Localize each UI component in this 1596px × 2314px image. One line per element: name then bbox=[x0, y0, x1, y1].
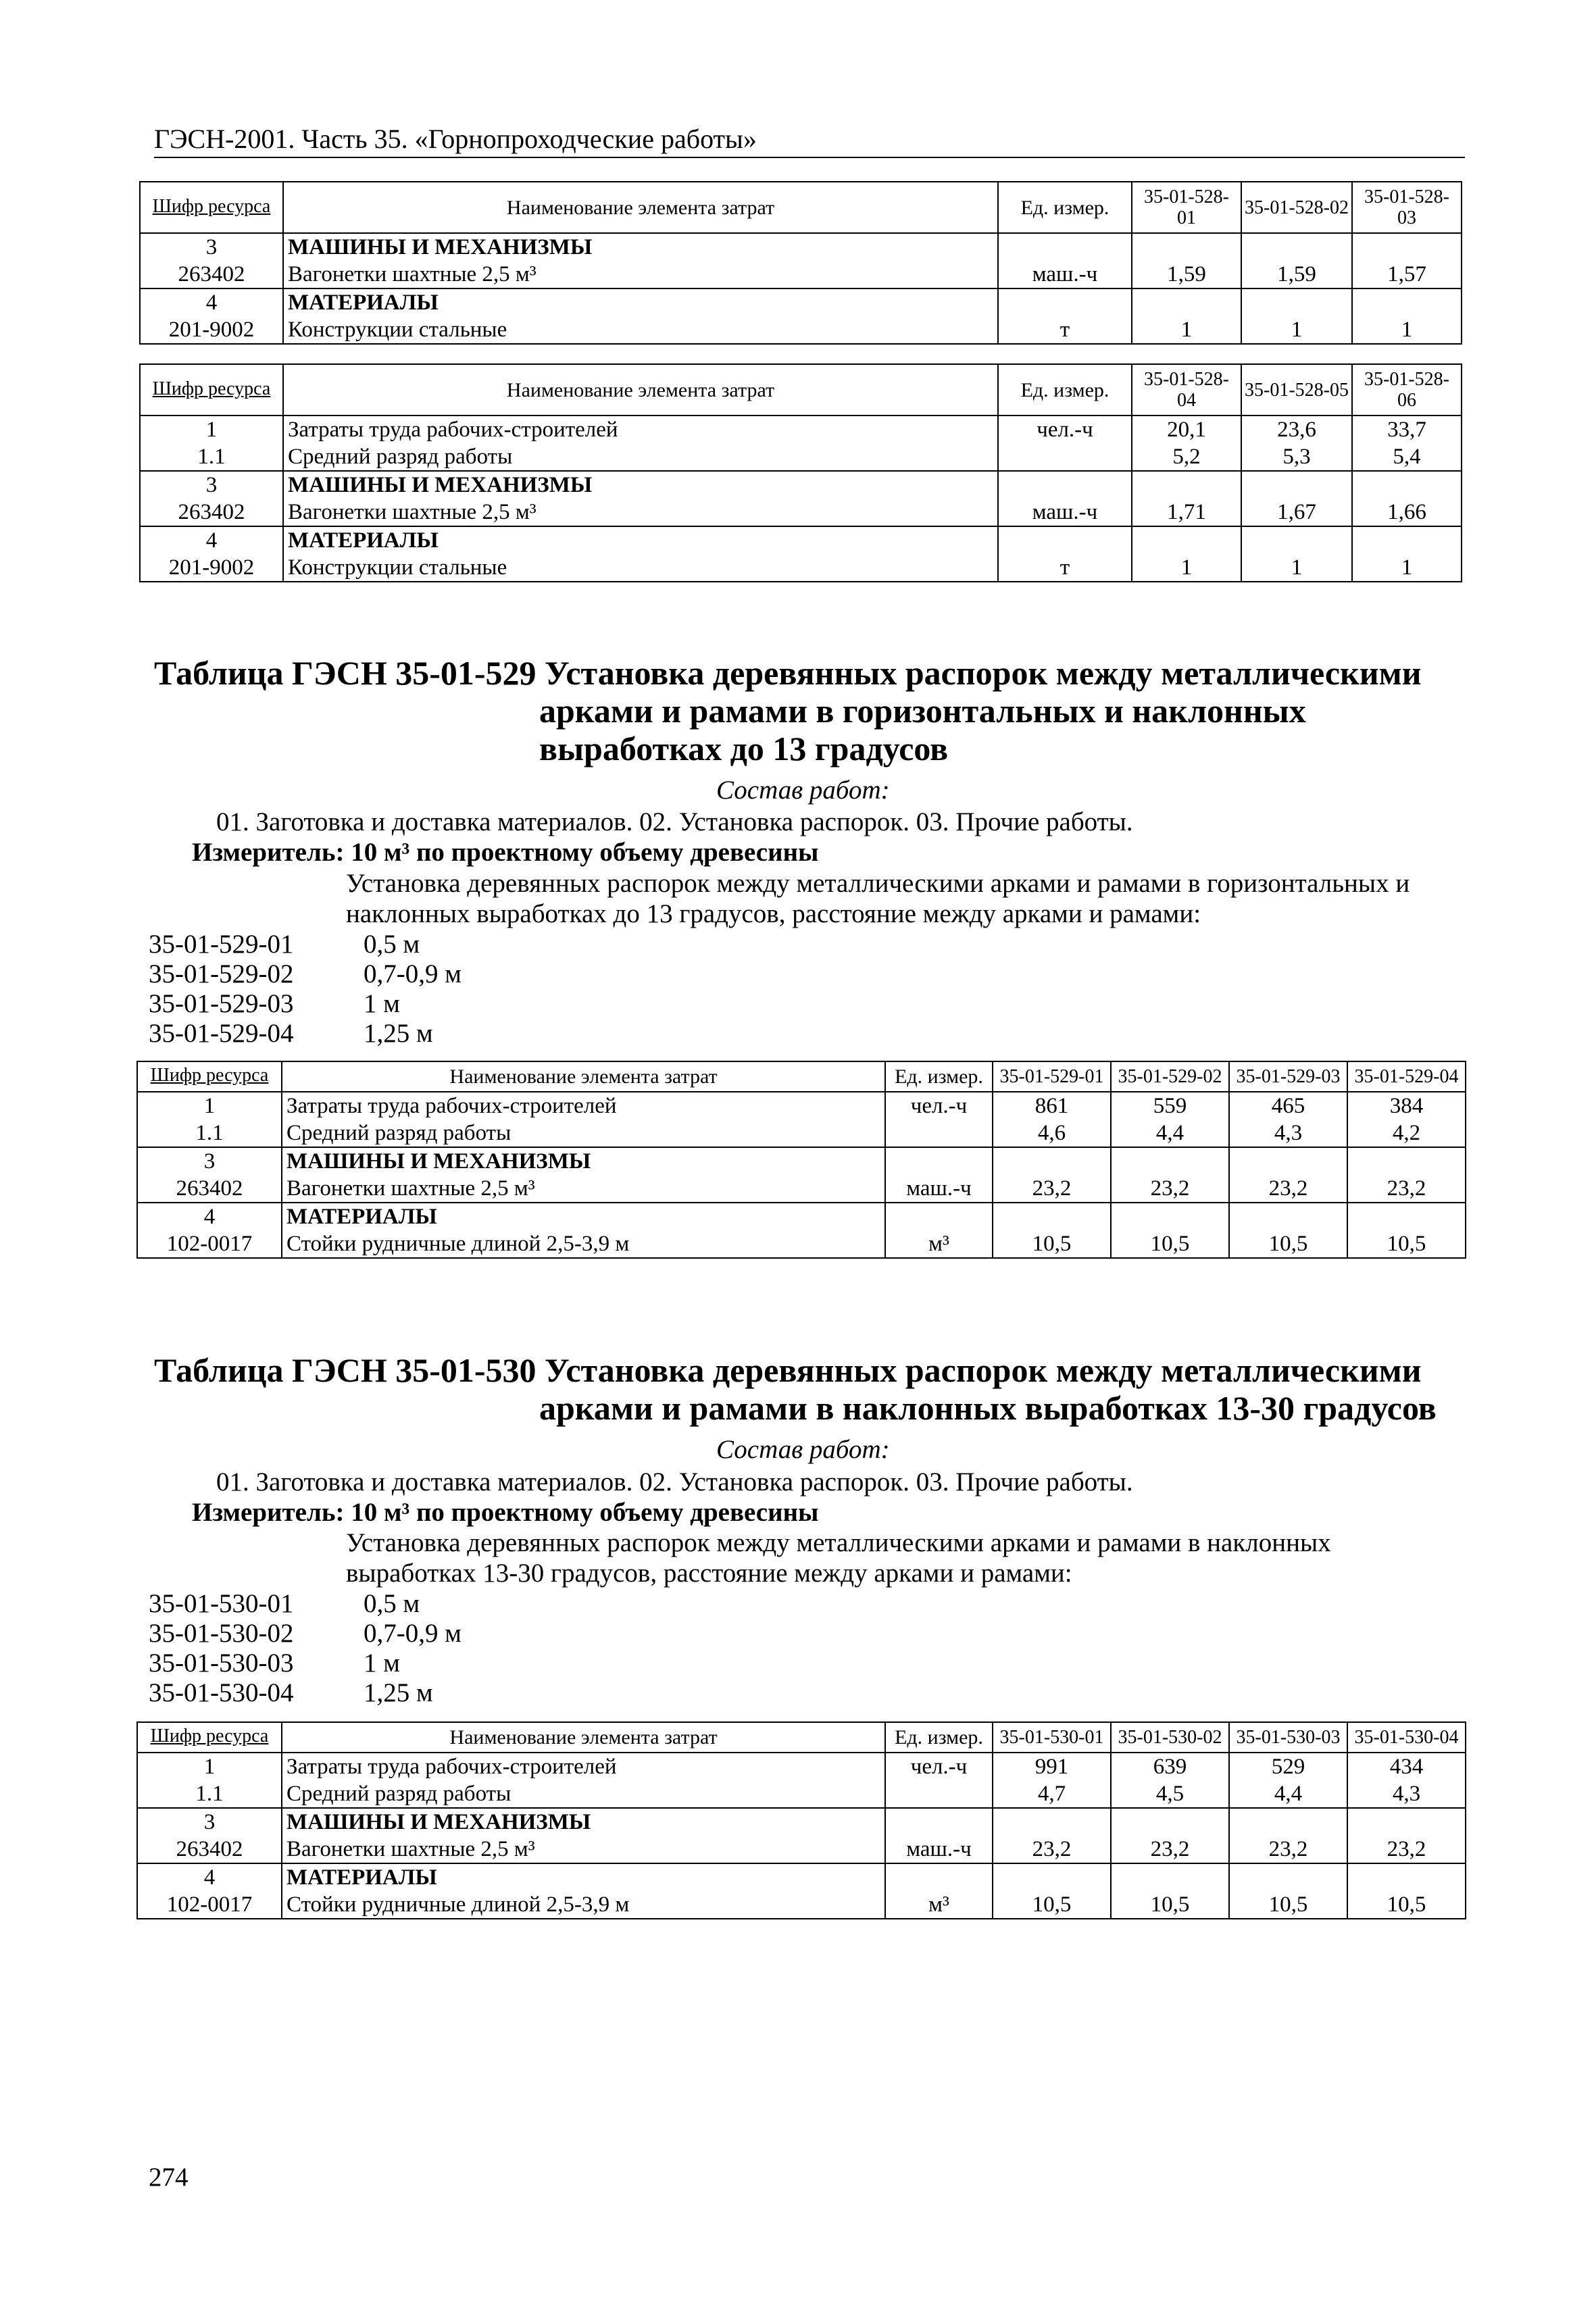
header-unit bbox=[885, 1061, 993, 1092]
resource-name-cell bbox=[283, 416, 998, 471]
labor-value: 434 bbox=[1389, 1755, 1424, 1779]
value-cell bbox=[993, 1753, 1111, 1808]
value-cell bbox=[1111, 1863, 1229, 1919]
unit-cell bbox=[885, 1753, 993, 1808]
value: 23,2 bbox=[1032, 1837, 1072, 1861]
column-code: 35-01-530-01 bbox=[999, 1727, 1104, 1748]
header-unit-label: Ед. измер. bbox=[1020, 378, 1109, 401]
value: 4,6 bbox=[1037, 1121, 1066, 1145]
description-line: Установка деревянных распорок между металлическими арками и рамами в горизонтальных и bbox=[346, 869, 1410, 898]
unit-cell bbox=[885, 1203, 993, 1258]
header-name bbox=[283, 182, 998, 233]
section-heading: МАТЕРИАЛЫ bbox=[286, 1865, 437, 1890]
header-column-code bbox=[1111, 1722, 1229, 1753]
value: 23,2 bbox=[1387, 1837, 1426, 1861]
value-cell bbox=[1132, 416, 1241, 471]
header-unit-label: Ед. измер. bbox=[895, 1065, 983, 1088]
resource-table-530 bbox=[136, 1721, 1466, 1919]
description-line: Установка деревянных распорок между металлическими арками и рамами в наклонных bbox=[346, 1528, 1331, 1557]
labor-value: 529 bbox=[1271, 1755, 1305, 1779]
variant-value: 0,7-0,9 м bbox=[364, 1619, 462, 1648]
unit-cell bbox=[885, 1863, 993, 1919]
resource-code: 201-9002 bbox=[168, 318, 255, 342]
value: 1,71 bbox=[1167, 500, 1206, 524]
resource-code: 102-0017 bbox=[166, 1232, 253, 1256]
column-code: 35-01-530-02 bbox=[1118, 1727, 1222, 1748]
value-cell bbox=[1229, 1863, 1347, 1919]
value-cell bbox=[1352, 288, 1462, 344]
header-name bbox=[282, 1061, 885, 1092]
value-cell bbox=[1347, 1808, 1466, 1863]
header-row bbox=[140, 364, 1462, 416]
value: 1 bbox=[1401, 318, 1413, 342]
measure-unit: Измеритель: 10 м³ по проектному объему древесины bbox=[192, 1498, 819, 1527]
variant-code: 35-01-530-04 bbox=[149, 1678, 294, 1707]
labor-value: 384 bbox=[1389, 1094, 1424, 1118]
resource-name-cell bbox=[282, 1203, 885, 1258]
resource-code-cell bbox=[140, 416, 283, 471]
variant-row bbox=[149, 1019, 462, 1049]
value: 23,2 bbox=[1032, 1176, 1072, 1201]
title-line: арками и рамами в горизонтальных и наклонных bbox=[539, 692, 1306, 730]
resource-code: 201-9002 bbox=[168, 555, 255, 580]
unit-cell bbox=[885, 1147, 993, 1203]
variant-value: 1 м bbox=[364, 989, 400, 1018]
value-cell bbox=[1111, 1203, 1229, 1258]
value: 4,3 bbox=[1274, 1121, 1303, 1145]
resource-code: 102-0017 bbox=[166, 1892, 253, 1917]
unit-cell bbox=[998, 416, 1132, 471]
resource-group-code: 4 bbox=[205, 528, 218, 553]
value: 10,5 bbox=[1268, 1232, 1308, 1256]
unit-cell bbox=[998, 471, 1132, 526]
title-line: Таблица ГЭСН 35-01-530 Установка деревянных распорок между металлическими bbox=[154, 1351, 1422, 1389]
value: 1 bbox=[1180, 318, 1193, 342]
value: 23,2 bbox=[1150, 1837, 1190, 1861]
section-heading: МАШИНЫ И МЕХАНИЗМЫ bbox=[286, 1810, 591, 1834]
resource-code-cell bbox=[140, 471, 283, 526]
labor-value: 23,6 bbox=[1277, 418, 1316, 442]
value-cell bbox=[1111, 1808, 1229, 1863]
header-unit bbox=[998, 364, 1132, 416]
value-cell bbox=[1241, 416, 1352, 471]
variant-row bbox=[149, 1649, 462, 1678]
unit: т bbox=[1059, 555, 1070, 580]
unit: маш.-ч bbox=[906, 1176, 972, 1201]
description-line: выработках 13-30 градусов, расстояние между арками и рамами: bbox=[346, 1559, 1072, 1588]
section-heading: МАШИНЫ И МЕХАНИЗМЫ bbox=[288, 235, 593, 259]
header-name-label: Наименование элемента затрат bbox=[506, 196, 775, 219]
value: 10,5 bbox=[1268, 1892, 1308, 1917]
unit: маш.-ч bbox=[906, 1837, 972, 1861]
header-code-label: Шифр ресурса bbox=[152, 378, 271, 399]
title-line: арками и рамами в наклонных выработках 13-30 градусов bbox=[539, 1389, 1437, 1427]
header-row bbox=[140, 182, 1462, 233]
column-code: 35-01-528-01 bbox=[1144, 186, 1229, 228]
column-code: 35-01-528-04 bbox=[1144, 369, 1229, 411]
value: 10,5 bbox=[1150, 1232, 1190, 1256]
page-number: 274 bbox=[149, 2163, 189, 2192]
section-heading: МАТЕРИАЛЫ bbox=[286, 1205, 437, 1229]
labor-name: Затраты труда рабочих-строителей bbox=[286, 1755, 617, 1779]
header-column-code bbox=[1132, 182, 1241, 233]
resource-name: Стойки рудничные длиной 2,5-3,9 м bbox=[286, 1892, 630, 1917]
header-code bbox=[140, 182, 283, 233]
value-cell bbox=[1229, 1092, 1347, 1147]
variant-code: 35-01-529-03 bbox=[149, 989, 294, 1018]
value-cell bbox=[1229, 1147, 1347, 1203]
resource-code-cell bbox=[140, 233, 283, 288]
header-unit bbox=[885, 1722, 993, 1753]
resource-name: Вагонетки шахтные 2,5 м³ bbox=[286, 1176, 535, 1201]
value: 1 bbox=[1291, 318, 1303, 342]
value: 1,57 bbox=[1387, 262, 1426, 286]
header-unit-label: Ед. измер. bbox=[1020, 196, 1109, 219]
header-row bbox=[137, 1722, 1466, 1753]
value-cell bbox=[1352, 526, 1462, 582]
resource-name: Вагонетки шахтные 2,5 м³ bbox=[288, 500, 537, 524]
header-column-code bbox=[1347, 1722, 1466, 1753]
resource-name: Стойки рудничные длиной 2,5-3,9 м bbox=[286, 1232, 630, 1256]
header-column-code bbox=[1229, 1061, 1347, 1092]
labor-name: Затраты труда рабочих-строителей bbox=[286, 1094, 617, 1118]
resource-code-cell bbox=[137, 1863, 282, 1919]
value-cell bbox=[1347, 1863, 1466, 1919]
unit-cell bbox=[885, 1092, 993, 1147]
resource-name: Вагонетки шахтные 2,5 м³ bbox=[288, 262, 537, 286]
header-row bbox=[137, 1061, 1466, 1092]
labor-row bbox=[137, 1092, 1466, 1147]
variant-list bbox=[149, 930, 462, 1049]
value-cell bbox=[1111, 1147, 1229, 1203]
column-code: 35-01-528-02 bbox=[1245, 197, 1349, 218]
variant-row bbox=[149, 930, 462, 959]
variant-row bbox=[149, 959, 462, 989]
description-line: наклонных выработках до 13 градусов, расстояние между арками и рамами: bbox=[346, 899, 1201, 928]
variant-code: 35-01-530-02 bbox=[149, 1619, 294, 1648]
unit-cell bbox=[998, 233, 1132, 288]
labor-value: 33,7 bbox=[1387, 418, 1426, 442]
variant-row bbox=[149, 989, 462, 1019]
value: 23,2 bbox=[1387, 1176, 1426, 1201]
resource-name-cell bbox=[283, 526, 998, 582]
value: 10,5 bbox=[1150, 1892, 1190, 1917]
table-title-530 bbox=[154, 1351, 1437, 1427]
value: 10,5 bbox=[1032, 1892, 1072, 1917]
header-name bbox=[282, 1722, 885, 1753]
resource-code-cell bbox=[137, 1092, 282, 1147]
variant-value: 1,25 м bbox=[364, 1019, 433, 1048]
header-column-code bbox=[993, 1722, 1111, 1753]
resource-group-code: 3 bbox=[203, 1810, 216, 1834]
header-column-code bbox=[1352, 364, 1462, 416]
unit: маш.-ч bbox=[1032, 500, 1098, 524]
labor-row bbox=[137, 1753, 1466, 1808]
column-code: 35-01-529-04 bbox=[1354, 1066, 1459, 1087]
value: 1 bbox=[1401, 555, 1413, 580]
header-column-code bbox=[1229, 1722, 1347, 1753]
value: 4,2 bbox=[1392, 1121, 1421, 1145]
header-code bbox=[140, 364, 283, 416]
value: 1 bbox=[1291, 555, 1303, 580]
resource-row bbox=[140, 526, 1462, 582]
resource-name: Конструкции стальные bbox=[288, 555, 507, 580]
resource-code-cell bbox=[137, 1203, 282, 1258]
variant-value: 1 м bbox=[364, 1649, 400, 1678]
resource-name: Средний разряд работы bbox=[288, 445, 513, 469]
value-cell bbox=[1352, 471, 1462, 526]
value: 1,67 bbox=[1277, 500, 1316, 524]
value-cell bbox=[1132, 471, 1241, 526]
resource-table-528-01-03 bbox=[139, 181, 1462, 345]
value-cell bbox=[1229, 1203, 1347, 1258]
column-code: 35-01-528-05 bbox=[1245, 379, 1349, 401]
resource-group-code: 4 bbox=[205, 291, 218, 315]
resource-group-code: 1 bbox=[205, 418, 218, 442]
resource-name: Средний разряд работы bbox=[286, 1121, 512, 1145]
value: 4,3 bbox=[1392, 1782, 1421, 1806]
value-cell bbox=[993, 1203, 1111, 1258]
resource-code-cell bbox=[140, 526, 283, 582]
variant-value: 0,5 м bbox=[364, 930, 420, 959]
labor-value: 465 bbox=[1271, 1094, 1305, 1118]
column-code: 35-01-529-03 bbox=[1236, 1066, 1341, 1087]
labor-name: Затраты труда рабочих-строителей bbox=[288, 418, 618, 442]
column-code: 35-01-529-01 bbox=[999, 1066, 1104, 1087]
value-cell bbox=[1241, 233, 1352, 288]
composition-label: Состав работ: bbox=[716, 776, 890, 805]
value-cell bbox=[1347, 1753, 1466, 1808]
resource-code-cell bbox=[137, 1147, 282, 1203]
variant-value: 0,5 м bbox=[364, 1589, 420, 1618]
measure-unit: Измеритель: 10 м³ по проектному объему древесины bbox=[192, 838, 819, 867]
resource-row bbox=[137, 1203, 1466, 1258]
header-name bbox=[283, 364, 998, 416]
resource-row bbox=[137, 1863, 1466, 1919]
header-column-code bbox=[1347, 1061, 1466, 1092]
column-code: 35-01-529-02 bbox=[1118, 1066, 1222, 1087]
resource-name-cell bbox=[283, 288, 998, 344]
resource-group-code: 3 bbox=[205, 473, 218, 497]
value: 23,2 bbox=[1150, 1176, 1190, 1201]
value: 10,5 bbox=[1387, 1232, 1426, 1256]
resource-code: 1.1 bbox=[195, 1782, 224, 1806]
resource-name-cell bbox=[283, 233, 998, 288]
variant-value: 0,7-0,9 м bbox=[364, 959, 462, 988]
unit: т bbox=[1059, 318, 1070, 342]
value-cell bbox=[1241, 288, 1352, 344]
resource-code: 1.1 bbox=[197, 445, 226, 469]
value: 4,4 bbox=[1155, 1121, 1184, 1145]
resource-code-cell bbox=[137, 1808, 282, 1863]
value: 23,2 bbox=[1268, 1176, 1308, 1201]
value-cell bbox=[1132, 526, 1241, 582]
resource-code-cell bbox=[137, 1753, 282, 1808]
value-cell bbox=[1347, 1203, 1466, 1258]
resource-group-code: 3 bbox=[203, 1149, 216, 1174]
header-name-label: Наименование элемента затрат bbox=[506, 378, 775, 401]
column-code: 35-01-530-03 bbox=[1236, 1727, 1341, 1748]
resource-name-cell bbox=[282, 1092, 885, 1147]
unit-cell bbox=[998, 526, 1132, 582]
labor-value: 559 bbox=[1153, 1094, 1187, 1118]
running-header: ГЭСН-2001. Часть 35. «Горнопроходческие работы» bbox=[154, 123, 1465, 158]
variant-code: 35-01-529-04 bbox=[149, 1019, 294, 1048]
resource-name-cell bbox=[282, 1808, 885, 1863]
resource-code: 1.1 bbox=[195, 1121, 224, 1145]
header-column-code bbox=[993, 1061, 1111, 1092]
unit-cell bbox=[885, 1808, 993, 1863]
value-cell bbox=[1111, 1092, 1229, 1147]
value: 1,59 bbox=[1167, 262, 1206, 286]
resource-code-cell bbox=[140, 288, 283, 344]
resource-name: Вагонетки шахтные 2,5 м³ bbox=[286, 1837, 535, 1861]
unit: чел.-ч bbox=[1037, 418, 1093, 442]
unit: чел.-ч bbox=[910, 1094, 968, 1118]
value-cell bbox=[1229, 1753, 1347, 1808]
labor-value: 20,1 bbox=[1167, 418, 1206, 442]
unit: маш.-ч bbox=[1032, 262, 1098, 286]
variant-value: 1,25 м bbox=[364, 1678, 433, 1707]
resource-name-cell bbox=[283, 471, 998, 526]
unit-cell bbox=[998, 288, 1132, 344]
resource-code: 263402 bbox=[178, 262, 245, 286]
labor-value: 639 bbox=[1153, 1755, 1187, 1779]
header-name-label: Наименование элемента затрат bbox=[449, 1726, 718, 1749]
value-cell bbox=[1347, 1092, 1466, 1147]
header-code bbox=[137, 1061, 282, 1092]
resource-name: Конструкции стальные bbox=[288, 318, 507, 342]
variant-code: 35-01-530-01 bbox=[149, 1589, 294, 1618]
title-line: Таблица ГЭСН 35-01-529 Установка деревянных распорок между металлическими bbox=[154, 654, 1422, 692]
resource-code: 263402 bbox=[178, 500, 245, 524]
resource-row bbox=[140, 471, 1462, 526]
value-cell bbox=[1241, 526, 1352, 582]
unit: м³ bbox=[928, 1232, 949, 1256]
value-cell bbox=[993, 1147, 1111, 1203]
value: 4,7 bbox=[1037, 1782, 1066, 1806]
resource-group-code: 1 bbox=[203, 1094, 216, 1118]
value-cell bbox=[1132, 288, 1241, 344]
resource-table-528-04-06 bbox=[139, 363, 1462, 582]
header-column-code bbox=[1352, 182, 1462, 233]
resource-name: Средний разряд работы bbox=[286, 1782, 512, 1806]
value: 4,5 bbox=[1155, 1782, 1184, 1806]
resource-code: 263402 bbox=[176, 1837, 243, 1861]
header-name-label: Наименование элемента затрат bbox=[449, 1065, 718, 1088]
column-code: 35-01-528-03 bbox=[1364, 186, 1449, 228]
resource-row bbox=[140, 288, 1462, 344]
resource-name-cell bbox=[282, 1753, 885, 1808]
header-column-code bbox=[1241, 182, 1352, 233]
value-cell bbox=[993, 1092, 1111, 1147]
variant-code: 35-01-530-03 bbox=[149, 1649, 294, 1678]
value-cell bbox=[1347, 1147, 1466, 1203]
header-column-code bbox=[1241, 364, 1352, 416]
resource-group-code: 3 bbox=[205, 235, 218, 259]
value-cell bbox=[1352, 233, 1462, 288]
variant-code: 35-01-529-01 bbox=[149, 930, 294, 959]
value: 5,2 bbox=[1172, 445, 1201, 469]
section-heading: МАШИНЫ И МЕХАНИЗМЫ bbox=[286, 1149, 591, 1174]
resource-row bbox=[140, 233, 1462, 288]
value-cell bbox=[1111, 1753, 1229, 1808]
labor-value: 991 bbox=[1034, 1755, 1069, 1779]
section-heading: МАТЕРИАЛЫ bbox=[288, 528, 439, 553]
works-list: 01. Заготовка и доставка материалов. 02. Установка распорок. 03. Прочие работы. bbox=[216, 807, 1133, 836]
column-code: 35-01-528-06 bbox=[1364, 369, 1449, 411]
header-code-label: Шифр ресурса bbox=[150, 1065, 269, 1086]
value: 10,5 bbox=[1032, 1232, 1072, 1256]
header-code-label: Шифр ресурса bbox=[150, 1726, 269, 1746]
header-column-code bbox=[1111, 1061, 1229, 1092]
variant-row bbox=[149, 1589, 462, 1619]
unit: м³ bbox=[928, 1892, 949, 1917]
value-cell bbox=[1229, 1808, 1347, 1863]
labor-value: 861 bbox=[1034, 1094, 1069, 1118]
value: 1 bbox=[1180, 555, 1193, 580]
value: 5,4 bbox=[1393, 445, 1421, 469]
value-cell bbox=[993, 1863, 1111, 1919]
value: 4,4 bbox=[1274, 1782, 1303, 1806]
value: 1,59 bbox=[1277, 262, 1316, 286]
resource-name-cell bbox=[282, 1147, 885, 1203]
variant-row bbox=[149, 1678, 462, 1708]
value-cell bbox=[993, 1808, 1111, 1863]
section-heading: МАШИНЫ И МЕХАНИЗМЫ bbox=[288, 473, 593, 497]
resource-table-529 bbox=[136, 1061, 1466, 1259]
column-code: 35-01-530-04 bbox=[1354, 1727, 1459, 1748]
section-heading: МАТЕРИАЛЫ bbox=[288, 291, 439, 315]
title-line: выработках до 13 градусов bbox=[539, 730, 949, 768]
unit: чел.-ч bbox=[910, 1755, 968, 1779]
resource-group-code: 1 bbox=[203, 1755, 216, 1779]
works-list: 01. Заготовка и доставка материалов. 02. Установка распорок. 03. Прочие работы. bbox=[216, 1467, 1133, 1496]
variant-row bbox=[149, 1619, 462, 1649]
variant-code: 35-01-529-02 bbox=[149, 959, 294, 988]
composition-label: Состав работ: bbox=[716, 1435, 890, 1464]
resource-group-code: 4 bbox=[203, 1865, 216, 1890]
resource-row bbox=[137, 1147, 1466, 1203]
resource-row bbox=[137, 1808, 1466, 1863]
table-title-529 bbox=[154, 654, 1422, 768]
value: 5,3 bbox=[1282, 445, 1311, 469]
value: 10,5 bbox=[1387, 1892, 1426, 1917]
resource-name-cell bbox=[282, 1863, 885, 1919]
header-code-label: Шифр ресурса bbox=[152, 195, 271, 217]
header-unit-label: Ед. измер. bbox=[895, 1726, 983, 1749]
value: 1,66 bbox=[1387, 500, 1426, 524]
resource-code: 263402 bbox=[176, 1176, 243, 1201]
resource-group-code: 4 bbox=[203, 1205, 216, 1229]
labor-row bbox=[140, 416, 1462, 471]
header-unit bbox=[998, 182, 1132, 233]
header-code bbox=[137, 1722, 282, 1753]
value-cell bbox=[1352, 416, 1462, 471]
value: 23,2 bbox=[1268, 1837, 1308, 1861]
variant-list bbox=[149, 1589, 462, 1708]
value-cell bbox=[1241, 471, 1352, 526]
value-cell bbox=[1132, 233, 1241, 288]
header-column-code bbox=[1132, 364, 1241, 416]
